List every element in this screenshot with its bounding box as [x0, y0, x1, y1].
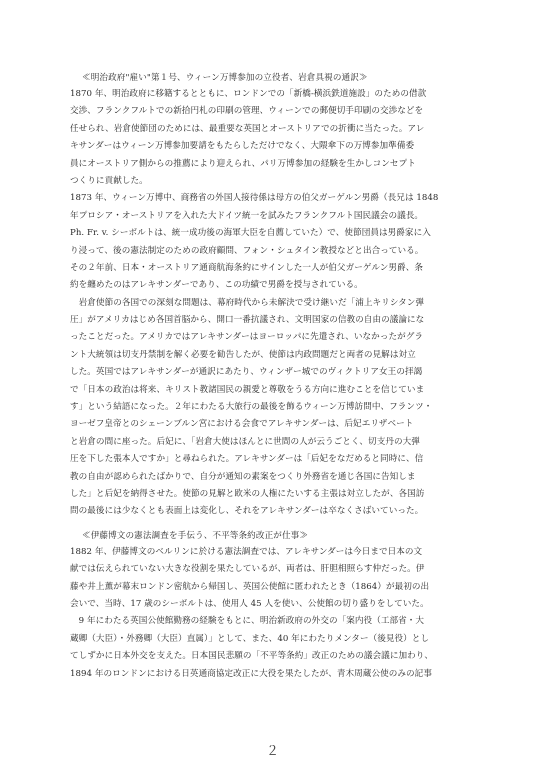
text-line: 1894 年のロンドンにおける日英通商協定改正に大役を果たしたが、青木周蔵公使のみの記事 [70, 668, 432, 679]
text-line: 年プロシア・オーストリアを入れた大ドイツ統一を試みたフランクフルト国民議会の議長。 [70, 210, 424, 221]
text-line: ント大統領は切支丹禁制を解く必要を勧告したが、使節は内政問題だと両者の見解は対立 [70, 349, 416, 360]
text-line: キサンダーはウィーン万博参加要請をもたらしただけでなく、大隈傘下の万博参加準備委 [70, 141, 415, 152]
text-line: 蔵卿（大臣）・外務卿（大臣）直属）」として、また、40 年にわたりメンター（後見役）とし [70, 633, 430, 644]
text-line: と岩倉の間に座った。后妃に、「岩倉大使はほんとに世間の人が云うごとく、切支丹の大弾 [70, 436, 420, 447]
text-line: 1882 年、伊藤博文のベルリンに於ける憲法調査では、アレキサンダーは今日まで日本の文 [70, 546, 423, 557]
text-line: で「日本の政治は将来、キリスト教諸国民の親愛と尊敬をうる方向に進むことを信じていま [70, 384, 425, 395]
text-line: した」と后妃を納得させた。使節の見解と欧米の人権にたいする主張は対立したが、各国訪 [70, 488, 425, 499]
text-line: Ph. Fr. v. シーボルトは、統一成功後の海軍大臣を自薦していた）で、使節団員は男爵家に入 [70, 228, 431, 239]
text-line: その２年前、日本・オーストリア通商航海条約にサインした一人が伯父ガーゲルン男爵、条 [70, 262, 423, 273]
text-line: 圧を下した張本人ですか」と尋ねられた。アレキサンダーは「后妃をなだめると同時に、信 [70, 454, 424, 465]
text-line: ヨーゼフ皇帝とのシェーンブルン宮における会食でアレキサンダーは、后妃エリザベート [70, 419, 414, 430]
text-line: 藤や井上薫が幕末ロンドン密航から帰国し、英国公使館に匿われたとき（1864）が最初の出 [70, 581, 430, 592]
text-line: 交渉、フランクフルトでの新拾円札の印刷の管理、ウィーンでの郵便切手印刷の交渉などを [70, 106, 424, 117]
page-number: ２ [266, 744, 280, 759]
section-body-vienna-expo [70, 86, 482, 521]
text-line: てしずかに日本外交を支えた。日本国民悲願の「不平等条約」改正のための議会議に加わり、 [70, 651, 434, 662]
text-line: つくりに貢献した。 [70, 175, 148, 186]
text-line: 献では伝えられていない大きな役割を果たしているが、両者は、肝胆相照らす仲だった。伊 [70, 564, 425, 575]
text-line: 1870 年、明治政府に移籍するとともに、ロンドンでの「新橋-横浜鉄道施設」のための借款 [70, 89, 427, 99]
text-line: 員にオーストリア側からの推薦により迎えられ、パリ万博参加の経験を生かしコンセプト [70, 158, 416, 169]
section-heading-vienna-expo: ≪明治政府"雇い"第１号、ウィーン万博参加の立役者、岩倉具視の通訳≫ [82, 73, 368, 83]
text-line: 圧」がアメリカはじめ各国首脳から、開口一番抗議され、文明国家の信教の自由の議論にな [70, 315, 425, 326]
text-line: す」という結語になった。２年にわたる大旅行の最後を飾るウィーン万博訪問中、フランツ・ [70, 402, 433, 413]
text-line: 1873 年、ウィーン万博中、商務省の外国人接待係は母方の伯父ガーゲルン男爵（長兄は 1848 [70, 193, 439, 204]
text-line: した。英国ではアレキサンダーが通訳にあたり、ウィンザー城でのヴィクトリア女王の拝謁 [70, 367, 423, 378]
section-spacer [70, 521, 482, 530]
text-line: 9 年にわたる英国公使館勤務の経験をもとに、明治新政府の外交の「案内役（工部省・大 [70, 616, 425, 627]
section-heading-constitution: ≪伊藤博文の憲法調査を手伝う、不平等条約改正が仕事≫ [82, 530, 309, 541]
text-line: 岩倉使節の各国での深刻な問題は、幕府時代から未解決で受け継いだ「浦上キリシタン弾 [70, 297, 425, 308]
text-line: り浸って、後の憲法制定のための政府顧問、フォン・シュタイン教授などと出合っている。 [70, 245, 424, 256]
text-line: 約を纏めたのはアレキサンダーであり、この功績で男爵を授与されている。 [70, 280, 363, 291]
text-line: 教の自由が認められたばかりで、自分が通知の素案をつくり外務省を通じ各国に告知しま [70, 471, 416, 482]
text-line: 問の最後には少なくとも表面上は変化し、それをアレキサンダーは卒なくさばいていった。 [70, 506, 424, 517]
document-page [70, 72, 482, 683]
text-line: ったことだった。アメリカではアレキサンダーはヨーロッパに先遣され、いなかったがグラ [70, 332, 424, 343]
text-line: 会いで、当時、17 歳のシーボルトは、使用人 45 人を使い、公使館の切り盛りをしていた。 [70, 598, 429, 609]
text-line: 任せられ、岩倉使節団のためには、最重要な英国とオーストリアでの折衝に当たった。アレ [70, 123, 425, 134]
section-body-constitution [70, 544, 482, 683]
